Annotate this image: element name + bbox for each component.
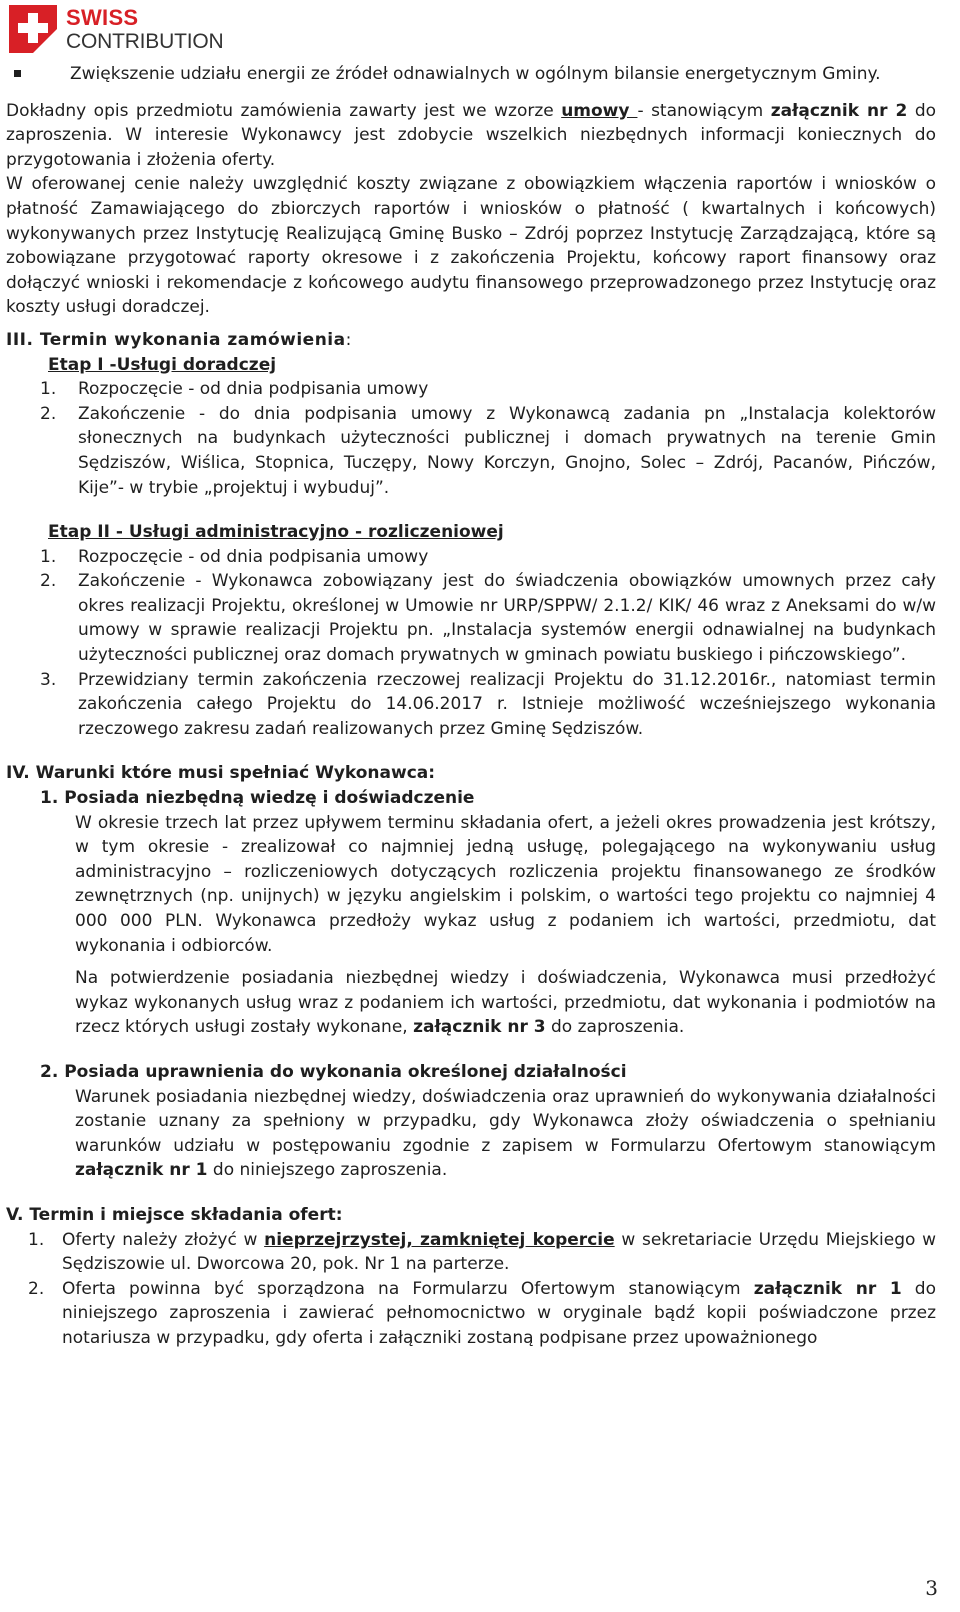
bullet-item: Zwiększenie udziału energii ze źródeł odnawialnych w ogólnym bilansie energetycznym Gminy. (6, 62, 936, 87)
text-span: Dokładny opis przedmiotu zamówienia zawarty jest we wzorze (6, 100, 562, 121)
item-text: Rozpoczęcie - od dnia podpisania umowy (78, 379, 429, 400)
document-body (6, 62, 936, 1351)
attachment-ref: załącznik nr 1 (753, 1278, 902, 1299)
swiss-flag-icon (9, 5, 57, 53)
text-span: Na potwierdzenie posiadania niezbędnej wiedzy i doświadczenia, Wykonawca musi przedłożyć wykaz wykonanych usług wraz z podaniem ich wartości, przedmiotu, dat wykonania i podmiotów na rzecz których usługi zostały wykonane, (75, 968, 936, 1038)
etap-1-label: Etap I -Usługi doradczej (48, 354, 277, 375)
attachment-ref: załącznik nr 3 (413, 1017, 546, 1038)
item-text: Rozpoczęcie - od dnia podpisania umowy (78, 546, 429, 567)
item-text: Przewidziany termin zakończenia rzeczowej realizacji Projektu do 31.12.2016r., natomiast termin zakończenia całego Projektu do 14.06.2017 r. Istnieje możliwość wcześniejszego wykonania rzeczowego zakresu zadań realizowanych przez Gminę Sędziszów. (78, 669, 936, 739)
paragraph-opis (6, 99, 936, 173)
item-number: 1. (28, 1229, 45, 1250)
heading-colon: : (345, 329, 352, 350)
swiss-contribution-logo (9, 5, 239, 53)
text-span: Oferty należy złożyć w (62, 1229, 265, 1250)
item-number: 2. (28, 1278, 45, 1299)
section-3-heading (6, 328, 936, 353)
link-umowy: umowy (561, 100, 638, 121)
attachment-ref: załącznik nr 1 (75, 1160, 208, 1181)
etap-2-label: Etap II - Usługi administracyjno - rozliczeniowej (48, 522, 504, 543)
text-span: do niniejszego zaproszenia i zawierać pełnomocnictwo w oryginale bądź kopii poświadczone przez notariusza w przypadku, gdy oferta i załączniki zostaną podpisane przez upoważnionego (62, 1278, 936, 1348)
item-number: 2. (40, 571, 57, 592)
list-item (6, 545, 936, 570)
logo-text-contribution: CONTRIBUTION (66, 30, 224, 53)
list-item (6, 402, 936, 500)
list-item (6, 377, 936, 402)
text-span: do zaproszenia. (545, 1017, 685, 1038)
etap-1-list (6, 377, 936, 500)
condition-2-text (6, 1085, 936, 1183)
text-span: w sekretariacie Urzędu Miejskiego w Sędziszowie ul. Dworcowa 20, pok. Nr 1 na parterze. (62, 1229, 936, 1275)
attachment-ref: załącznik nr 2 (770, 100, 908, 121)
etap-2-list (6, 545, 936, 742)
envelope-requirement: nieprzejrzystej, zamkniętej kopercie (264, 1229, 615, 1250)
condition-1-text: W okresie trzech lat przez upływem terminu składania ofert, a jeżeli okres prowadzenia jest krótszy, w tym okresie - zrealizował co najmniej jedną usługę, polegającego na wykonywaniu usług administracyjno – rozliczeniowych dotyczących rozliczenia projektu finansowanego ze środków zewnętrznych (np. unijnych) w języku angielskim i polskim, o wartości tego projektu co najmniej 4 000 000 PLN. Wykonawca przedłoży wykaz usług z podaniem ich wartości, przedmiotu, dat wykonania i odbiorców. (75, 812, 936, 956)
page-number: 3 (925, 1576, 938, 1600)
heading-text: III. Termin wykonania zamówienia (6, 329, 346, 350)
text-span: - stanowiącym (637, 100, 771, 121)
condition-1-heading: 1. Posiada niezbędną wiedzę i doświadczenie (40, 788, 475, 809)
list-item (6, 1228, 936, 1277)
item-number: 3. (40, 669, 57, 690)
list-item (6, 569, 936, 667)
condition-2-heading: 2. Posiada uprawnienia do wykonania określonej działalności (40, 1061, 627, 1082)
item-number: 2. (40, 403, 57, 424)
section-4-heading: IV. Warunki które musi spełniać Wykonawca: (6, 763, 436, 784)
list-item (6, 1277, 936, 1351)
section-5-list (6, 1228, 936, 1351)
paragraph-cena: W oferowanej cenie należy uwzględnić koszty związane z obowiązkiem włączenia raportów i wniosków o płatność Zamawiającego do zbiorczych raportów i wniosków o płatność ( kwartalnych i końcowych) wykonywanych przez Instytucję Realizującą Gminę Busko – Zdrój poprzez Instytucję Zarządzającą, które są zobowiązane przygotować raporty okresowe i z zakończenia Projektu, końcowy raport finansowy oraz dołączyć wnioski i rekomendacje z końcowego audytu finansowego przeprowadzonego przez Instytucję oraz koszty usługi doradczej. (6, 174, 936, 318)
text-span: Oferta powinna być sporządzona na Formularzu Ofertowym stanowiącym (62, 1278, 754, 1299)
text-span: do niniejszego zaproszenia. (207, 1160, 448, 1181)
condition-1-confirmation (6, 966, 936, 1040)
list-item (6, 668, 936, 742)
item-text: Zakończenie - Wykonawca zobowiązany jest do świadczenia obowiązków umownych przez cały okres realizacji Projektu, określonej w Umowie nr URP/SPPW/ 2.1.2/ KIK/ 46 wraz z Aneksami do w/w umowy w sprawie realizacji Projektu pn. „Instalacja systemów energii odnawialnej na budynkach użyteczności publicznej oraz domach prywatnych w gminach powiatu buskiego i pińczowskiego”. (78, 571, 936, 666)
item-number: 1. (40, 546, 57, 567)
section-5-heading: V. Termin i miejsce składania ofert: (6, 1204, 343, 1225)
item-text: Zakończenie - do dnia podpisania umowy z Wykonawcą zadania pn „Instalacja kolektorów słonecznych na budynkach użyteczności publicznej i domach prywatnych na terenie Gmin Sędziszów, Wiślica, Stopnica, Tuczępy, Nowy Korczyn, Gnojno, Solec – Zdrój, Pacanów, Pińczów, Kije”- w trybie „projektuj i wybuduj”. (78, 403, 936, 498)
logo-text-swiss: SWISS (66, 5, 139, 30)
text-span: Warunek posiadania niezbędnej wiedzy, doświadczenia oraz uprawnień do wykonywania działalności zostanie uznany za spełniony w przypadku, gdy Wykonawca złoży oświadczenia o spełnianiu warunków udziału w postępowaniu zgodnie z zapisem w Formularzu Ofertowym stanowiącym (75, 1086, 936, 1156)
item-number: 1. (40, 379, 57, 400)
text-span: do zaproszenia. W interesie Wykonawcy jest zdobycie wszelkich niezbędnych informacji koniecznych do przygotowania i złożenia oferty. (6, 100, 937, 170)
